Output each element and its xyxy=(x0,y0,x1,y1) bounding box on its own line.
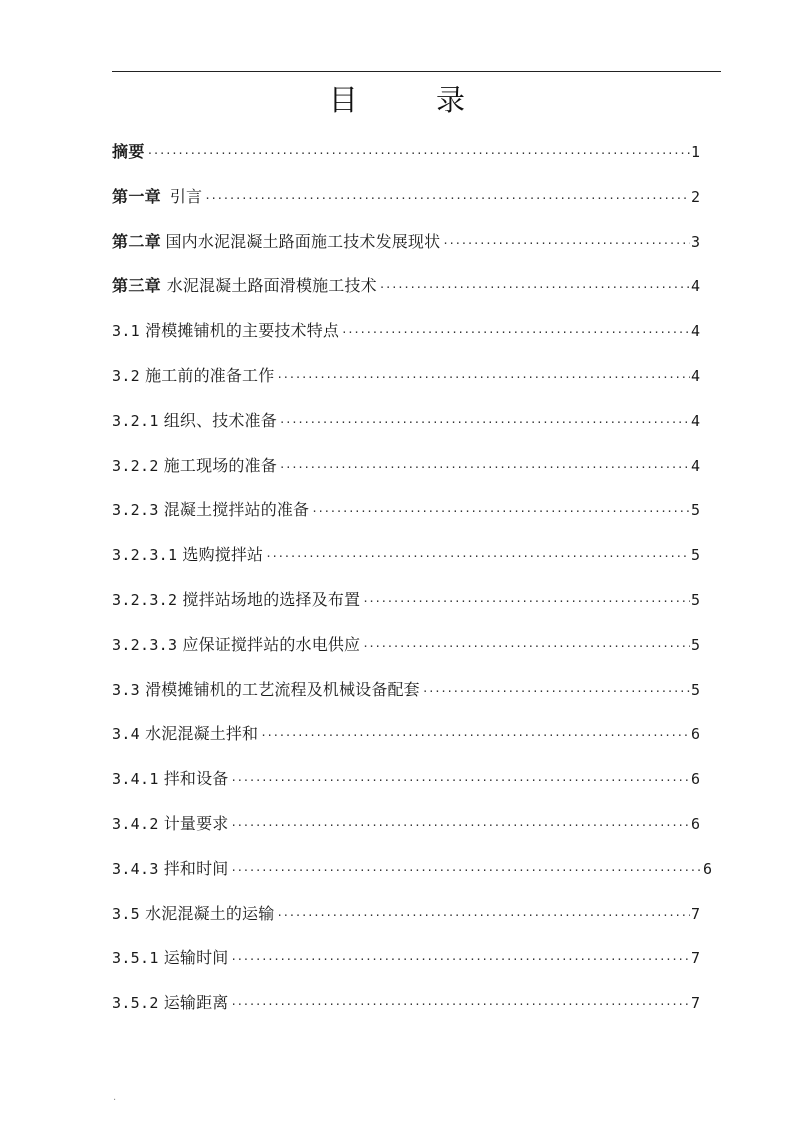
toc-chapter-label: 第三章 xyxy=(112,276,161,296)
toc-dot-leader xyxy=(362,587,690,617)
toc-page-number: 2 xyxy=(690,187,700,206)
toc-page-number: 6 xyxy=(690,815,700,833)
toc-entry[interactable] xyxy=(112,630,700,660)
toc-page-number: 4 xyxy=(690,456,700,475)
toc-page-number: 7 xyxy=(690,994,700,1013)
toc-entry-title: 水泥混凝土路面滑模施工技术 xyxy=(166,276,377,296)
toc-dot-leader xyxy=(379,273,690,303)
toc-entry-title: 混凝土搅拌站的准备 xyxy=(163,500,310,520)
toc-entry-title: 引言 xyxy=(169,186,203,206)
title-right-char: 录 xyxy=(436,83,466,117)
toc-page-number: 7 xyxy=(690,904,700,923)
toc-chapter-label: 第二章 xyxy=(112,231,161,251)
toc-section-number: 3.2.3.2 xyxy=(112,591,178,609)
toc-entry[interactable] xyxy=(112,361,700,391)
toc-entry[interactable] xyxy=(112,271,700,301)
toc-entry[interactable] xyxy=(112,809,700,839)
toc-chapter-label: 摘要 xyxy=(112,142,145,161)
toc-entry-title: 搅拌站场地的选择及布置 xyxy=(182,590,361,609)
toc-entry[interactable] xyxy=(112,719,700,749)
toc-dot-leader xyxy=(204,184,690,214)
toc-entry[interactable] xyxy=(112,675,700,705)
toc-entry-title: 水泥混凝土的运输 xyxy=(145,903,275,923)
toc-section-number: 3.3 xyxy=(112,680,140,699)
toc-section-number: 3.2 xyxy=(112,367,140,385)
toc-entry[interactable] xyxy=(112,137,700,167)
toc-entry[interactable] xyxy=(112,182,700,212)
toc-entry[interactable] xyxy=(112,540,700,570)
toc-page-number: 6 xyxy=(690,770,700,789)
toc-dot-leader xyxy=(279,408,690,438)
toc-entry[interactable] xyxy=(112,899,700,929)
page-title xyxy=(0,82,794,118)
toc-entry-title: 选购搅拌站 xyxy=(182,545,264,565)
toc-entry[interactable] xyxy=(112,585,700,615)
toc-section-number: 3.4.2 xyxy=(112,815,159,833)
toc-section-number: 3.2.1 xyxy=(112,411,159,430)
toc-entry-title: 国内水泥混凝土路面施工技术发展现状 xyxy=(165,231,441,251)
toc-entry[interactable] xyxy=(112,495,700,525)
toc-entry-title: 运输距离 xyxy=(163,993,229,1013)
toc-entry[interactable] xyxy=(112,316,700,346)
toc-section-number: 3.4.3 xyxy=(112,859,159,878)
toc-entry-title: 计量要求 xyxy=(163,814,229,833)
toc-page-number: 7 xyxy=(690,949,700,968)
toc-entry[interactable] xyxy=(112,406,700,436)
toc-dot-leader xyxy=(230,766,690,796)
toc-dot-leader xyxy=(260,721,690,751)
toc-entry[interactable] xyxy=(112,764,700,794)
toc-dot-leader xyxy=(422,677,690,707)
toc-dot-leader xyxy=(279,453,690,483)
toc-page-number: 4 xyxy=(690,322,700,341)
toc-section-number: 3.2.3 xyxy=(112,501,159,520)
toc-page-number: 6 xyxy=(702,859,712,878)
toc-dot-leader xyxy=(230,945,690,975)
toc-page-number: 4 xyxy=(690,277,700,296)
title-left-char: 目 xyxy=(328,83,358,117)
toc-section-number: 3.2.3.1 xyxy=(112,546,178,565)
toc-page-number: 6 xyxy=(690,725,700,744)
toc-dot-leader xyxy=(230,856,702,886)
toc-entry-title: 滑模摊铺机的工艺流程及机械设备配套 xyxy=(145,679,420,699)
toc-page-number: 5 xyxy=(690,591,700,609)
toc-entry-title: 水泥混凝土拌和 xyxy=(145,724,259,744)
toc-page-number: 1 xyxy=(690,143,700,161)
toc-section-number: 3.4 xyxy=(112,725,140,744)
toc-section-number: 3.1 xyxy=(112,322,140,341)
toc-page-number: 5 xyxy=(690,635,700,654)
toc-entry[interactable] xyxy=(112,943,700,973)
toc-section-number: 3.2.3.3 xyxy=(112,635,178,654)
toc-page-number: 3 xyxy=(690,232,700,251)
toc-entry-title: 拌和设备 xyxy=(163,769,229,789)
toc-section-number: 3.5.1 xyxy=(112,949,159,968)
toc-entry-title: 拌和时间 xyxy=(163,858,229,878)
toc-entry-title: 组织、技术准备 xyxy=(163,410,277,430)
toc-section-number: 3.5 xyxy=(112,904,140,923)
toc-page-number: 5 xyxy=(690,546,700,565)
toc-section-number: 3.5.2 xyxy=(112,994,159,1013)
header-rule xyxy=(112,71,721,72)
toc-entry-title: 运输时间 xyxy=(163,948,229,968)
toc-chapter-label: 第一章 xyxy=(112,186,161,206)
toc-entry[interactable] xyxy=(112,854,712,884)
toc-dot-leader xyxy=(341,318,690,348)
toc-dot-leader xyxy=(265,542,690,572)
toc-dot-leader xyxy=(230,990,690,1020)
toc-dot-leader xyxy=(276,363,690,393)
toc-entry[interactable] xyxy=(112,988,700,1018)
toc-page-number: 5 xyxy=(690,501,700,520)
toc-entry[interactable] xyxy=(112,227,700,257)
toc-entry[interactable] xyxy=(112,451,700,481)
toc-dot-leader xyxy=(362,632,690,662)
toc-entry-title: 应保证搅拌站的水电供应 xyxy=(182,634,361,654)
toc-dot-leader xyxy=(276,901,690,931)
toc-dot-leader xyxy=(442,229,690,259)
toc-page-number: 5 xyxy=(690,680,700,699)
toc-entry-title: 施工现场的准备 xyxy=(163,455,277,475)
footer-mark: . xyxy=(113,1092,117,1103)
toc-page-number: 4 xyxy=(690,411,700,430)
toc-dot-leader xyxy=(147,139,690,169)
toc-dot-leader xyxy=(311,497,690,527)
toc-entry-title: 滑模摊铺机的主要技术特点 xyxy=(145,321,340,341)
toc-section-number: 3.2.2 xyxy=(112,456,159,475)
toc-entry-title: 施工前的准备工作 xyxy=(145,366,275,385)
toc-section-number: 3.4.1 xyxy=(112,770,159,789)
toc-dot-leader xyxy=(230,811,690,841)
toc-page-number: 4 xyxy=(690,367,700,385)
